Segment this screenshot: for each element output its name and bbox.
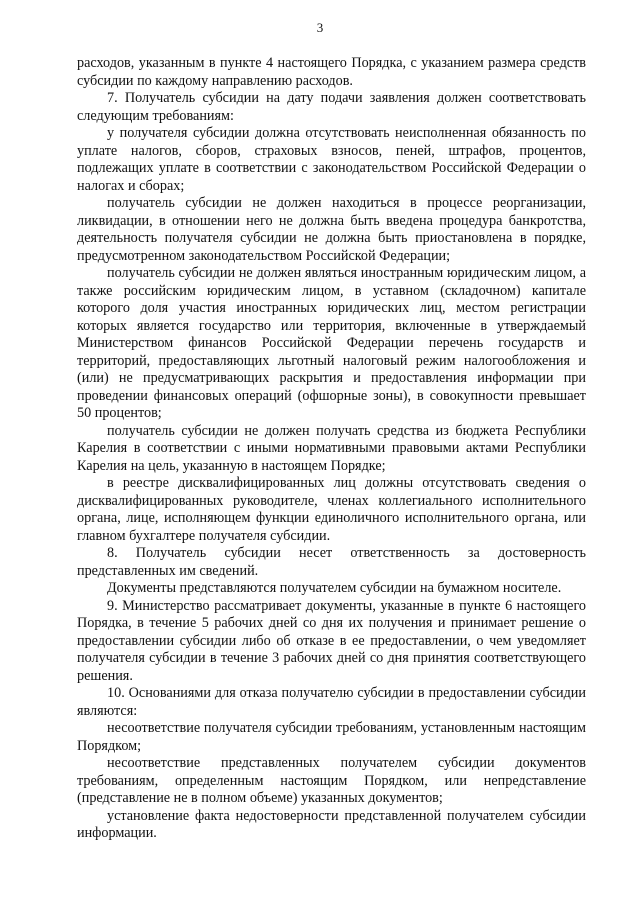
paragraph-item-10: 10. Основаниями для отказа получателю субсидии в предоставлении субсидии являются: [77, 685, 586, 719]
paragraph-refusal-reason-false-info: установление факта недостоверности представленной получателем субсидии информации. [77, 807, 586, 841]
paragraph-refusal-reason-requirements: несоответствие получателя субсидии требованиям, установленным настоящим Порядком; [77, 720, 586, 754]
paragraph-paper-documents: Документы представляются получателем субсидии на бумажном носителе. [107, 580, 562, 596]
paragraph-requirement-reorganization: получатель субсидии не должен находиться в процессе реорганизации, ликвидации, в отношении него не должна быть введена процедура банкротства, деятельность получателя субсидии не должна быть приостановлена в порядке, предусмотренном законодательством Российской Федерации; [77, 195, 586, 264]
document-body [77, 55, 586, 843]
paragraph-requirement-budget-funds: получатель субсидии не должен получать средства из бюджета Республики Карелия в соответствии с иными нормативными правовыми актами Республики Карелия на цель, указанную в настоящем Порядке; [77, 422, 586, 474]
paragraph-requirement-disqualified-registry: в реестре дисквалифицированных лиц должны отсутствовать сведения о дисквалифицированных руководителе, членах коллегиального исполнительного органа, лице, исполняющем функции единоличного исполнительного органа, или главном бухгалтере получателя субсидии. [77, 475, 586, 544]
paragraph-requirement-taxes: у получателя субсидии должна отсутствовать неисполненная обязанность по уплате налогов, сборов, страховых взносов, пеней, штрафов, процентов, подлежащих уплате в соответствии с законодательством Российской Федерации о налогах и сборах; [77, 125, 586, 194]
paragraph-refusal-reason-documents: несоответствие представленных получателем субсидии документов требованиям, определенным настоящим Порядком, или непредставление (представление не в полном объеме) указанных документов; [77, 755, 586, 806]
paragraph-requirement-foreign-entity: получатель субсидии не должен являться иностранным юридическим лицом, а также российским юридическим лицом, в уставном (складочном) капитале которого доля участия иностранных юридических лиц, местом регистрации которых является государство или территория, включенные в утверждаемый Министерством финансов Российской Федерации перечень государств и территорий, предоставляющих льготный налоговый режим налогообложения и (или) не предусматривающих раскрытия и предоставления информации при проведении финансовых операций (офшорные зоны), в совокупности превышает 50 процентов; [77, 265, 586, 421]
paragraph-item-7: 7. Получатель субсидии на дату подачи заявления должен соответствовать следующим требованиям: [77, 90, 586, 124]
page-number: 3 [316, 20, 324, 35]
paragraph-continuation: расходов, указанным в пункте 4 настоящего Порядка, с указанием размера средств субсидии по каждому направлению расходов. [77, 55, 586, 89]
paragraph-item-9: 9. Министерство рассматривает документы, указанные в пункте 6 настоящего Порядка, в течение 5 рабочих дней со дня их получения и принимает решение о предоставлении субсидии либо об отказе в ее предоставлении, о чем уведомляет получателя субсидии в течение 3 рабочих дней со дня принятия соответствующего решения. [77, 597, 586, 684]
paragraph-item-8: 8. Получатель субсидии несет ответственность за достоверность представленных им сведений. [77, 545, 586, 579]
